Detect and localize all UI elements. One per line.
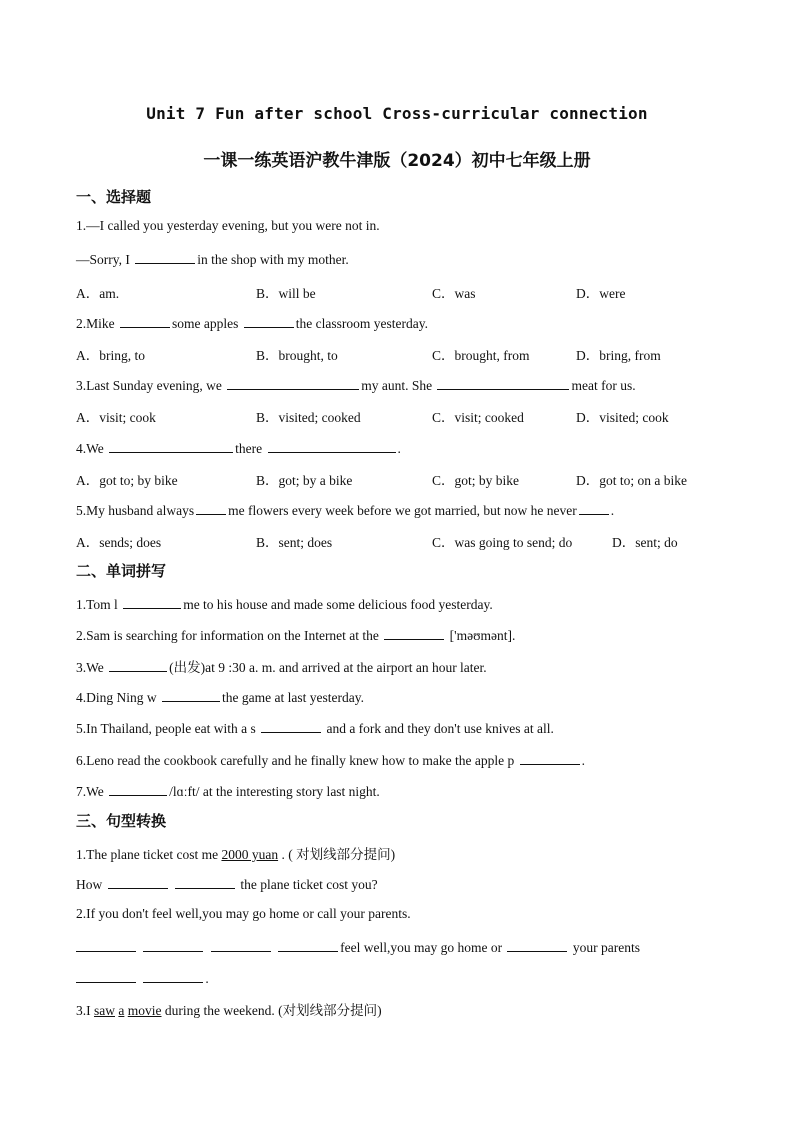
answer-blank[interactable] xyxy=(108,874,168,889)
text: 7.We xyxy=(76,784,108,799)
spelling-item-4 xyxy=(76,687,364,706)
answer-blank[interactable] xyxy=(109,438,233,453)
question-5-option-d[interactable]: D．sent; do xyxy=(612,535,678,550)
question-1-option-c[interactable]: C．was xyxy=(432,286,476,301)
text: some apples xyxy=(172,316,242,331)
text: . xyxy=(610,503,615,518)
section-heading-choice: 一、选择题 xyxy=(76,188,152,206)
text: the game at last yesterday. xyxy=(222,690,364,705)
transform-item-2-answer xyxy=(76,937,640,956)
text: the plane ticket cost you? xyxy=(237,877,378,892)
worksheet-title-chinese: 一课一练英语沪教牛津版（2024）初中七年级上册 xyxy=(203,151,591,171)
answer-blank[interactable] xyxy=(268,438,396,453)
question-2-option-b[interactable]: B．brought, to xyxy=(256,348,338,363)
answer-blank[interactable] xyxy=(76,937,136,952)
question-2-option-d[interactable]: D．bring, from xyxy=(576,348,661,363)
question-2 xyxy=(76,313,428,332)
question-3 xyxy=(76,375,636,394)
answer-blank[interactable] xyxy=(261,718,321,733)
underlined-text: movie xyxy=(127,1003,162,1018)
spelling-item-6 xyxy=(76,750,585,769)
text: the classroom yesterday. xyxy=(295,316,428,331)
text: (出发)at 9 :30 a. m. and arrived at the airport an hour later. xyxy=(169,660,487,675)
answer-blank[interactable] xyxy=(384,625,444,640)
spelling-item-2 xyxy=(76,625,515,644)
text: in the shop with my mother. xyxy=(197,252,349,267)
text: my aunt. She xyxy=(361,378,436,393)
question-5-option-a[interactable]: A．sends; does xyxy=(76,535,162,550)
text: 3.We xyxy=(76,660,108,675)
text: How xyxy=(76,877,106,892)
question-1-option-b[interactable]: B．will be xyxy=(256,286,316,301)
text: me to his house and made some delicious food yesterday. xyxy=(183,597,493,612)
transform-item-3 xyxy=(76,999,382,1019)
text: there xyxy=(235,441,266,456)
underlined-text: saw xyxy=(94,1003,115,1018)
answer-blank[interactable] xyxy=(244,313,294,328)
text: ['məʊmənt]. xyxy=(446,628,516,643)
question-1-line-2 xyxy=(76,249,349,268)
spelling-item-7 xyxy=(76,781,380,800)
question-4 xyxy=(76,438,401,457)
text: your parents xyxy=(569,940,640,955)
answer-blank[interactable] xyxy=(143,968,203,983)
question-5 xyxy=(76,500,614,519)
question-3-option-d[interactable]: D．visited; cook xyxy=(576,410,669,425)
answer-blank[interactable] xyxy=(120,313,170,328)
transform-item-1 xyxy=(76,843,395,863)
text: 2.Mike xyxy=(76,316,118,331)
text: and a fork and they don't use knives at all. xyxy=(323,721,554,736)
text: . ( 对划线部分提问) xyxy=(278,847,396,862)
underlined-text: a xyxy=(118,1003,125,1018)
question-1-option-d[interactable]: D．were xyxy=(576,286,626,301)
answer-blank[interactable] xyxy=(437,375,569,390)
spelling-item-5 xyxy=(76,718,554,737)
transform-item-2-answer-cont xyxy=(76,968,209,987)
answer-blank[interactable] xyxy=(109,781,167,796)
text: me flowers every week before we got married, but now he never xyxy=(228,503,577,518)
answer-blank[interactable] xyxy=(135,249,195,264)
section-heading-spelling: 二、单词拼写 xyxy=(76,562,167,580)
question-2-option-c[interactable]: C．brought, from xyxy=(432,348,530,363)
text: feel well,you may go home or xyxy=(340,940,506,955)
text: 6.Leno read the cookbook carefully and he finally knew how to make the apple p xyxy=(76,753,518,768)
answer-blank[interactable] xyxy=(162,687,220,702)
question-4-option-a[interactable]: A．got to; by bike xyxy=(76,473,178,488)
text: 1.The plane ticket cost me xyxy=(76,847,222,862)
text: 5.My husband always xyxy=(76,503,195,518)
answer-blank[interactable] xyxy=(175,874,235,889)
transform-item-2: 2.If you don't feel well,you may go home or call your parents. xyxy=(76,906,411,921)
text: —Sorry, I xyxy=(76,252,134,267)
text: 1.Tom l xyxy=(76,597,122,612)
answer-blank[interactable] xyxy=(227,375,359,390)
text: . xyxy=(397,441,401,456)
text: meat for us. xyxy=(571,378,636,393)
question-5-option-b[interactable]: B．sent; does xyxy=(256,535,333,550)
spelling-item-3 xyxy=(76,656,487,676)
transform-item-1-answer xyxy=(76,874,378,893)
spelling-item-1 xyxy=(76,594,493,613)
question-2-option-a[interactable]: A．bring, to xyxy=(76,348,145,363)
answer-blank[interactable] xyxy=(109,657,167,672)
text: 3.I xyxy=(76,1003,94,1018)
text: . xyxy=(205,971,209,986)
question-5-option-c[interactable]: C．was going to send; do xyxy=(432,535,573,550)
question-4-option-c[interactable]: C．got; by bike xyxy=(432,473,519,488)
answer-blank[interactable] xyxy=(143,937,203,952)
text: 4.Ding Ning w xyxy=(76,690,160,705)
answer-blank[interactable] xyxy=(123,594,181,609)
section-heading-transformation: 三、句型转换 xyxy=(76,812,167,830)
question-4-option-d[interactable]: D．got to; on a bike xyxy=(576,473,687,488)
text: during the weekend. (对划线部分提问) xyxy=(161,1003,382,1018)
text: . xyxy=(581,753,585,768)
answer-blank[interactable] xyxy=(278,937,338,952)
question-3-option-a[interactable]: A．visit; cook xyxy=(76,410,156,425)
answer-blank[interactable] xyxy=(520,750,580,765)
question-1-line-1: 1.—I called you yesterday evening, but you were not in. xyxy=(76,218,380,233)
answer-blank[interactable] xyxy=(211,937,271,952)
text: 2.Sam is searching for information on the Internet at the xyxy=(76,628,383,643)
question-3-option-c[interactable]: C．visit; cooked xyxy=(432,410,524,425)
worksheet-title-english: Unit 7 Fun after school Cross-curricular connection xyxy=(146,104,648,123)
text: 5.In Thailand, people eat with a s xyxy=(76,721,260,736)
text: /lɑːft/ at the interesting story last night. xyxy=(169,784,380,799)
answer-blank[interactable] xyxy=(76,968,136,983)
question-4-option-b[interactable]: B．got; by a bike xyxy=(256,473,353,488)
text: 4.We xyxy=(76,441,108,456)
underlined-text: 2000 yuan xyxy=(221,847,279,862)
question-3-option-b[interactable]: B．visited; cooked xyxy=(256,410,361,425)
text: 3.Last Sunday evening, we xyxy=(76,378,226,393)
answer-blank[interactable] xyxy=(579,500,609,515)
question-1-option-a[interactable]: A．am. xyxy=(76,286,120,301)
answer-blank[interactable] xyxy=(507,937,567,952)
answer-blank[interactable] xyxy=(196,500,226,515)
